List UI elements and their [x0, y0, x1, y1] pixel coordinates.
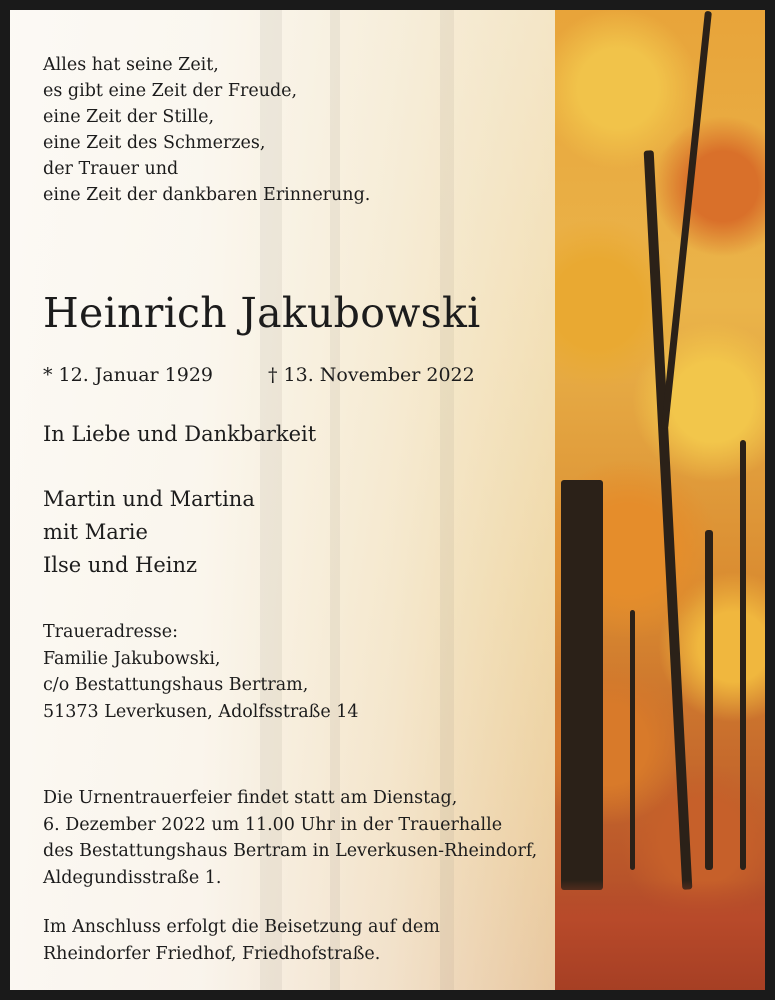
ceremony-info: Die Urnentrauerfeier findet statt am Dienstag, 6. Dezember 2022 um 11.00 Uhr in der Trauerhalle des Bestattungshaus Bertram in Leverkusen-Rheindorf, Aldegundisstraße 1. [43, 788, 538, 888]
poem: Alles hat seine Zeit, es gibt eine Zeit der Freude, eine Zeit der Stille, eine Zeit des Schmerzes, der Trauer und eine Zeit der dankbaren Erinnerung. [43, 55, 371, 205]
dedication: In Liebe und Dankbarkeit [43, 422, 317, 446]
obituary-notice [10, 10, 765, 990]
family-names: Martin und Martina mit Marie Ilse und Heinz [43, 487, 255, 577]
tree-trunk [630, 610, 635, 870]
deceased-name: Heinrich Jakubowski [43, 289, 481, 337]
leaf-covered-ground [555, 880, 765, 990]
death-date: † 13. November 2022 [268, 364, 475, 386]
mourning-address: Traueradresse: Familie Jakubowski, c/o Bestattungshaus Bertram, 51373 Leverkusen, Adolfsstraße 14 [43, 622, 359, 722]
burial-info: Im Anschluss erfolgt die Beisetzung auf dem Rheindorfer Friedhof, Friedhofstraße. [43, 917, 440, 964]
tree-trunk [661, 11, 712, 429]
tree-trunk [561, 480, 603, 890]
autumn-forest-photo [555, 10, 765, 990]
tree-trunk [740, 440, 746, 870]
birth-date: * 12. Januar 1929 [43, 364, 214, 386]
tree-trunk [705, 530, 713, 870]
